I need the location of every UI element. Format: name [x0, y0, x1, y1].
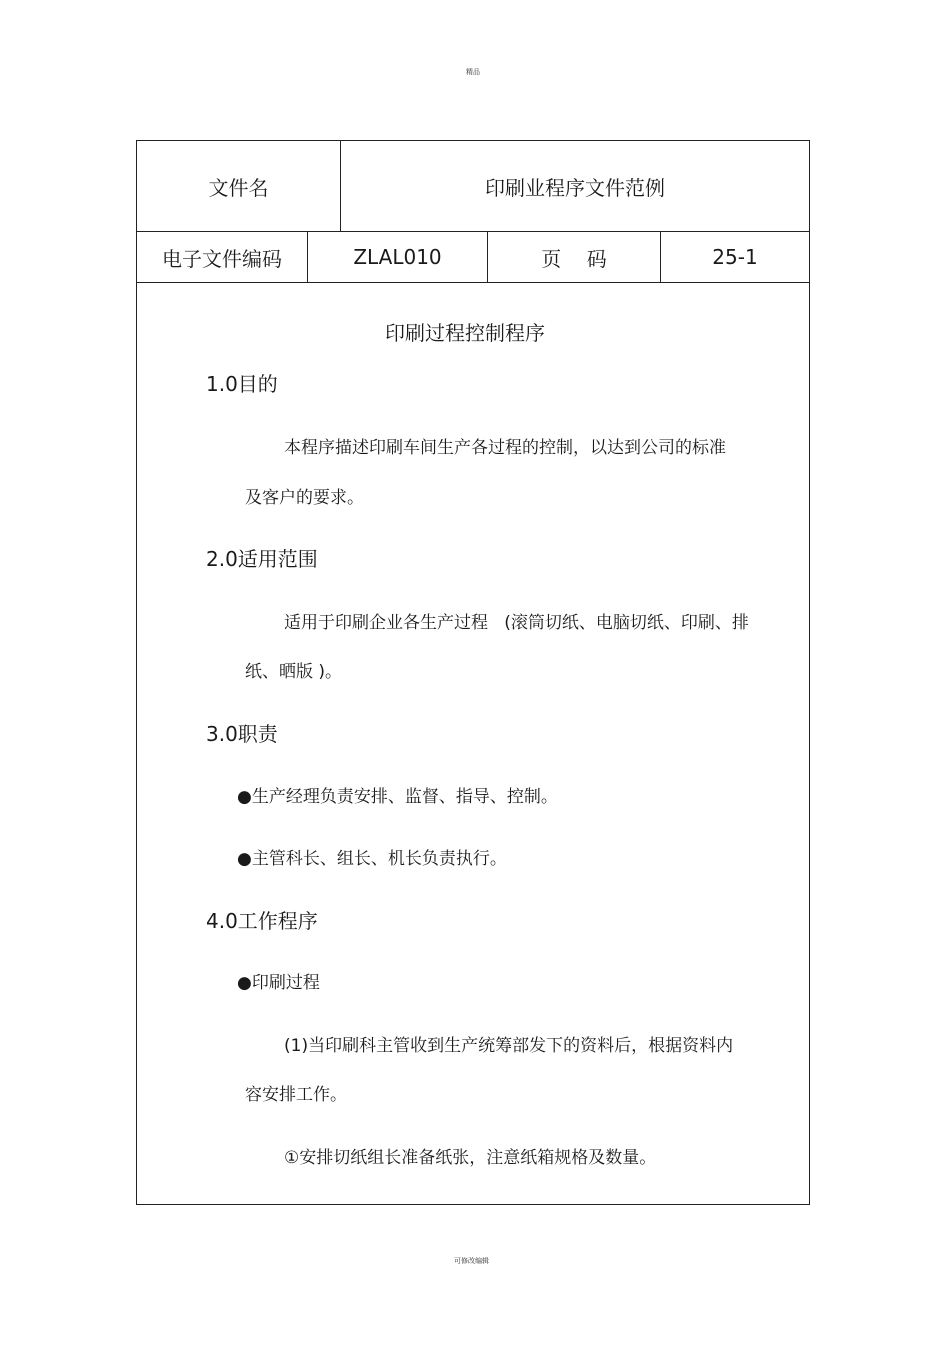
section-2-heading: 2.0适用范围: [206, 547, 318, 571]
page-footer: 可修改编辑: [454, 1257, 489, 1265]
section-3-heading: 3.0职责: [206, 722, 278, 746]
section-4-paragraph-line3: ①安排切纸组长准备纸张，注意纸箱规格及数量。: [284, 1148, 657, 1168]
section-4-paragraph-line2: 容安排工作。: [245, 1085, 347, 1105]
document-title: 印刷过程控制程序: [385, 321, 545, 345]
section-1-heading: 1.0目的: [206, 372, 278, 396]
file-name-label: 文件名: [208, 175, 269, 200]
page-header: 精品: [466, 68, 480, 76]
page-value: 25-1: [712, 245, 758, 269]
section-2-paragraph-line2: 纸、晒版 )。: [245, 662, 343, 682]
section-1-paragraph-line2: 及客户的要求。: [245, 488, 364, 508]
code-value: ZLAL010: [353, 245, 442, 269]
section-4-bullet-1: ●印刷过程: [237, 973, 320, 993]
section-3-bullet-2: ●主管科长、组长、机长负责执行。: [237, 849, 507, 869]
file-name-value: 印刷业程序文件范例: [485, 175, 665, 200]
section-1-paragraph-line1: 本程序描述印刷车间生产各过程的控制，以达到公司的标准: [284, 438, 726, 458]
section-2-paragraph-line1: 适用于印刷企业各生产过程 (滚筒切纸、电脑切纸、印刷、排: [284, 613, 749, 633]
row-divider-2: [136, 282, 810, 283]
section-3-bullet-1: ●生产经理负责安排、监督、指导、控制。: [237, 787, 558, 807]
section-4-heading: 4.0工作程序: [206, 909, 318, 933]
page-label: 页 码: [541, 246, 607, 271]
section-4-paragraph-line1: (1)当印刷科主管收到生产统筹部发下的资料后，根据资料内: [284, 1036, 734, 1056]
code-label: 电子文件编码: [162, 246, 282, 271]
